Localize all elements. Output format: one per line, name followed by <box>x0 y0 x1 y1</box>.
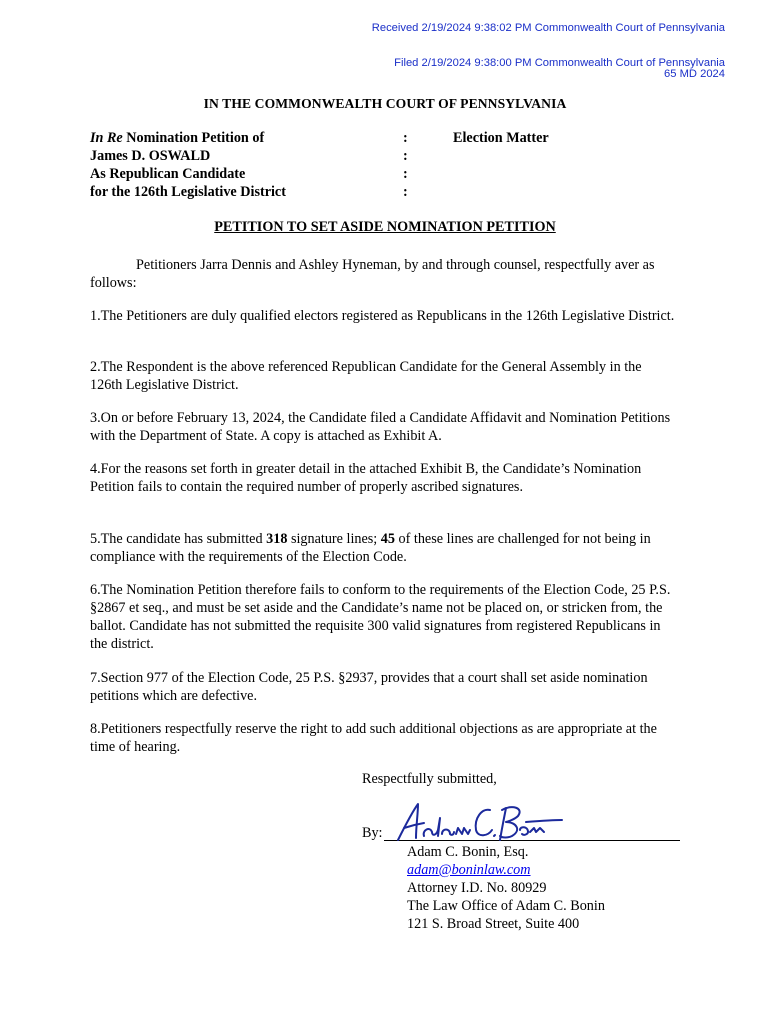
signature-row <box>362 800 692 844</box>
attorney-name: Adam C. Bonin, Esq. <box>407 844 529 860</box>
caption-line-1 <box>90 129 390 147</box>
paragraph-number: 1. <box>90 308 101 324</box>
paragraph-3 <box>90 409 675 445</box>
filed-stamp <box>394 58 725 80</box>
caption-colon: : <box>403 148 408 164</box>
paragraph-7 <box>90 669 675 705</box>
paragraph-text: On or before February 13, 2024, the Candidate filed a Candidate Affidavit and Nomination Petitions with the Department of State. A copy is attached as Exhibit A. <box>90 410 671 444</box>
paragraph-number: 4. <box>90 461 101 477</box>
caption-line-4: for the 126th Legislative District <box>90 184 286 200</box>
caption-line-1-rest: Nomination Petition of <box>122 130 265 146</box>
paragraph-number: 6. <box>90 582 101 598</box>
document-title: PETITION TO SET ASIDE NOMINATION PETITION <box>214 219 556 235</box>
paragraph-text-a: The candidate has submitted <box>100 531 267 547</box>
paragraph-text-c: of these lines are challenged for not being in compliance with the requirements of the Election Code. <box>90 531 651 565</box>
filed-stamp-text: Filed 2/19/2024 9:38:00 PM Commonwealth Court of Pennsylvania <box>394 57 725 69</box>
intro-paragraph: Petitioners Jarra Dennis and Ashley Hyneman, by and through counsel, respectfully aver as follows: <box>90 257 655 291</box>
caption-matter: Election Matter <box>453 130 549 146</box>
paragraph-number: 7. <box>90 670 101 686</box>
paragraph-text: Petitioners respectfully reserve the right to add such additional objections as are appropriate at the time of hearing. <box>90 721 657 755</box>
caption-colon: : <box>403 130 408 146</box>
closing-text: Respectfully submitted, <box>362 771 497 787</box>
attorney-signature-block <box>407 843 605 933</box>
paragraph-4 <box>90 460 675 496</box>
paragraph-text: Section 977 of the Election Code, 25 P.S. §2937, provides that a court shall set aside nomination petitions which are defective. <box>90 670 648 704</box>
paragraph-text: The Petitioners are duly qualified electors registered as Republicans in the 126th Legislative District. <box>100 308 675 324</box>
caption-colons <box>403 129 413 201</box>
court-heading: IN THE COMMONWEALTH COURT OF PENNSYLVANIA <box>203 96 567 111</box>
caption-line-3: As Republican Candidate <box>90 166 246 182</box>
paragraph-number: 8. <box>90 721 101 737</box>
by-label: By: <box>362 825 383 841</box>
paragraph-text: The Respondent is the above referenced Republican Candidate for the General Assembly in the 126th Legislative District. <box>90 359 642 393</box>
paragraph-text-b: signature lines; <box>287 531 381 547</box>
handwritten-signature <box>394 800 564 844</box>
caption-line-2: James D. OSWALD <box>90 148 211 164</box>
paragraph-2 <box>90 358 675 394</box>
law-firm-name: The Law Office of Adam C. Bonin <box>407 898 605 914</box>
paragraph-6 <box>90 581 675 653</box>
paragraph-5 <box>90 530 675 566</box>
paragraph-8 <box>90 720 675 756</box>
attorney-email-link[interactable]: adam@boninlaw.com <box>407 862 531 878</box>
attorney-email-line <box>407 861 605 879</box>
challenged-line-count: 45 <box>380 531 395 547</box>
signature-line-count: 318 <box>266 531 288 547</box>
paragraph-number: 2. <box>90 359 101 375</box>
paragraph-1 <box>90 307 675 325</box>
paragraph-number: 3. <box>90 410 101 426</box>
firm-address: 121 S. Broad Street, Suite 400 <box>407 916 580 932</box>
paragraph-number: 5. <box>90 531 101 547</box>
paragraph-text: For the reasons set forth in greater detail in the attached Exhibit B, the Candidate’s Nomination Petition fails to contain the required number of properly ascribed signatures. <box>90 461 642 495</box>
caption-in-re: In Re <box>90 130 123 146</box>
attorney-id: Attorney I.D. No. 80929 <box>407 880 547 896</box>
docket-number: 65 MD 2024 <box>664 68 725 80</box>
paragraph-text: The Nomination Petition therefore fails to conform to the requirements of the Election Code, 25 P.S. §2867 et seq., and must be set aside and the Candidate’s name not be placed on, or stricken from, the ballot. Candidate has not submitted the requisite 300 valid signatures from registered Republicans in the district. <box>90 582 671 652</box>
received-stamp: Received 2/19/2024 9:38:02 PM Commonwealth Court of Pennsylvania <box>371 22 725 34</box>
caption-colon: : <box>403 166 408 182</box>
caption-colon: : <box>403 184 408 200</box>
caption-parties <box>90 129 390 201</box>
